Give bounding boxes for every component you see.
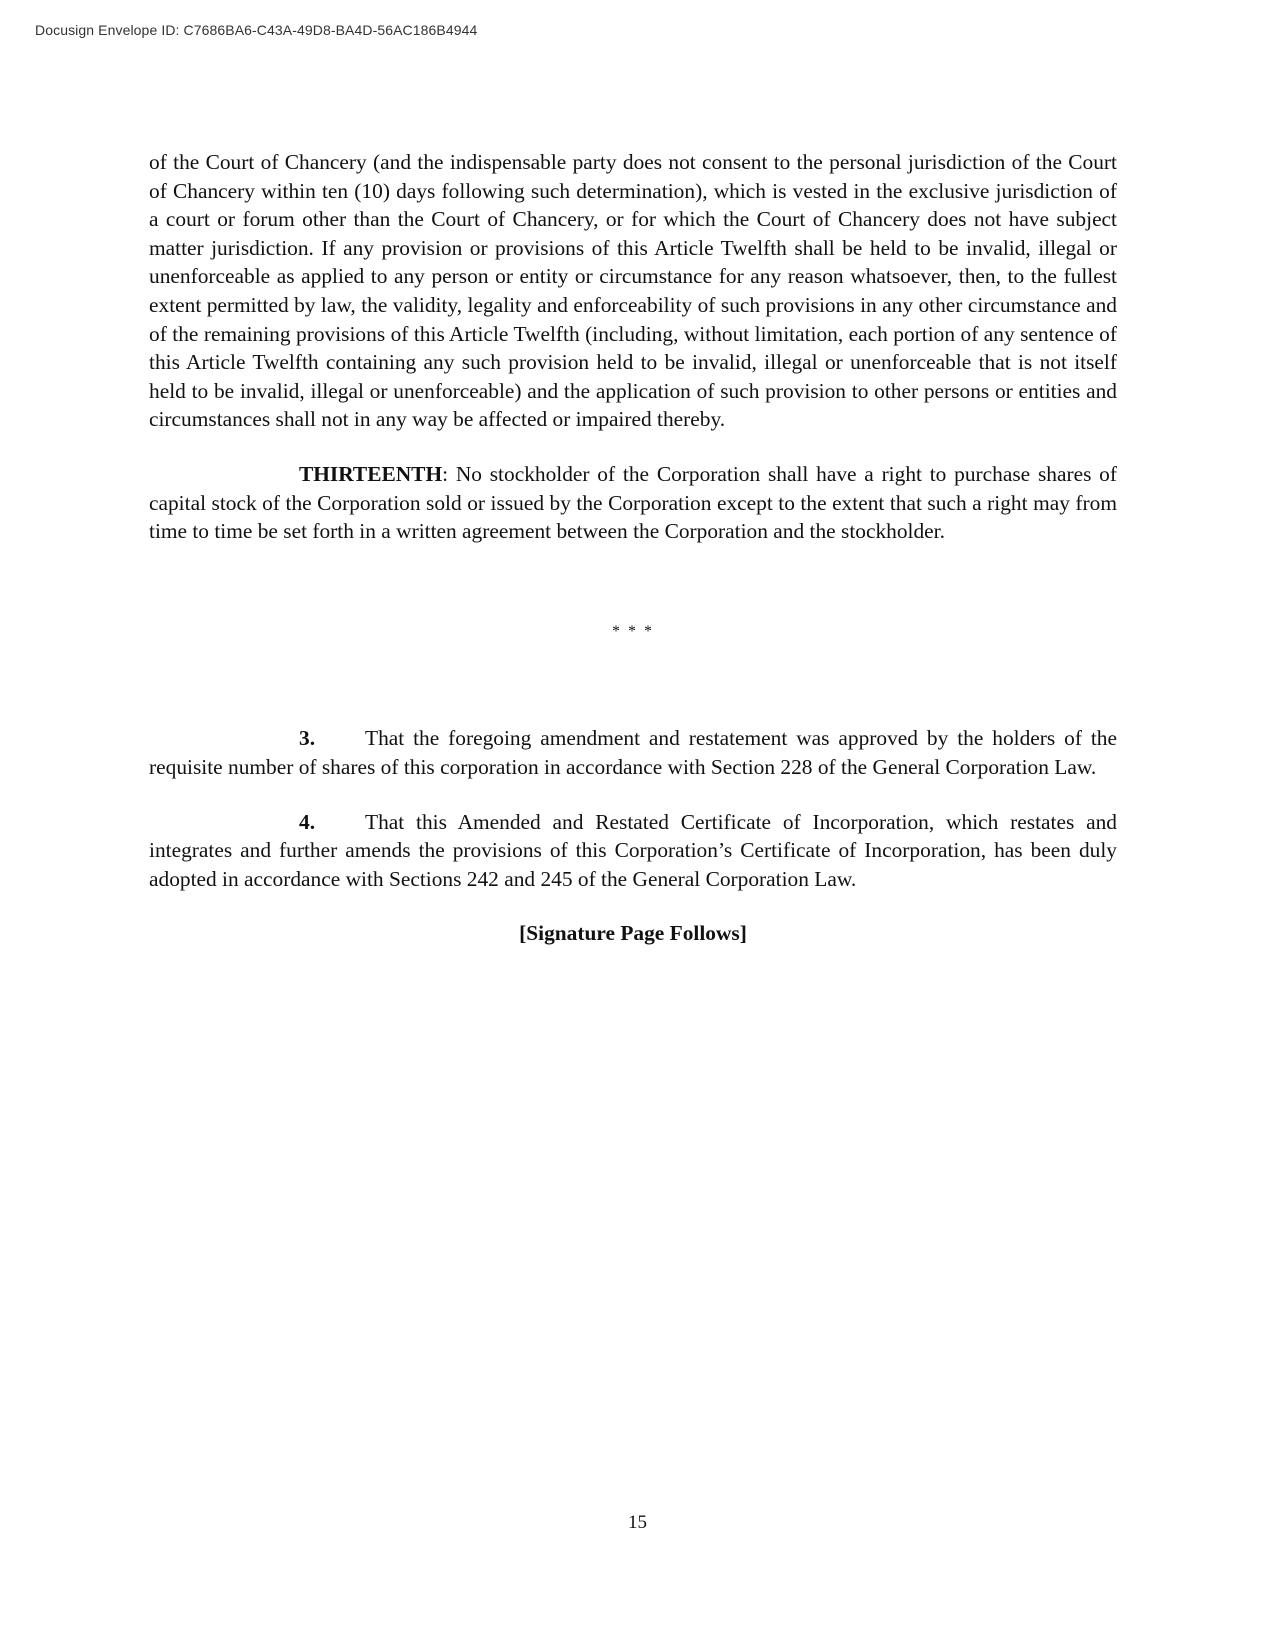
signature-page-follows-note: [Signature Page Follows] [519,921,747,946]
article-thirteenth-heading: THIRTEENTH [299,461,443,486]
item-4-paragraph [149,808,1117,894]
item-3-paragraph [149,724,1117,781]
item-3-number: 3. [299,726,316,751]
item-3-text: That the foregoing amendment and restatement was approved by the holders of the requisite number of shares of this corporation in accordance with Section 228 of the General Corporation Law. [149,726,1117,779]
document-body [149,148,1117,948]
section-separator: * * * [612,622,654,640]
article-thirteenth-text: : No stockholder of the Corporation shall have a right to purchase shares of capital stock of the Corporation sold or issued by the Corporation except to the extent that such a right may from time to time be set forth in a written agreement between the Corporation and the stockholder. [149,461,1117,544]
docusign-envelope-id: Docusign Envelope ID: C7686BA6-C43A-49D8-BA4D-56AC186B4944 [35,22,478,38]
item-4-number: 4. [299,809,316,834]
article-thirteenth-paragraph [149,460,1117,546]
item-4-text: That this Amended and Restated Certificate of Incorporation, which restates and integrates and further amends the provisions of this Corporation’s Certificate of Incorporation, has been duly adopted in accordance with Sections 242 and 245 of the General Corporation Law. [149,809,1117,891]
page-number: 15 [628,1512,647,1533]
article-twelfth-continued-paragraph: of the Court of Chancery (and the indispensable party does not consent to the personal jurisdiction of the Court of Chancery within ten (10) days following such determination), which is vested in the exclusive jurisdiction of a court or forum other than the Court of Chancery, or for which the Court of Chancery does not have subject matter jurisdiction. If any provision or provisions of this Article Twelfth shall be held to be invalid, illegal or unenforceable as applied to any person or entity or circumstance for any reason whatsoever, then, to the fullest extent permitted by law, the validity, legality and enforceability of such provisions in any other circumstance and of the remaining provisions of this Article Twelfth (including, without limitation, each portion of any sentence of this Article Twelfth containing any such provision held to be invalid, illegal or unenforceable that is not itself held to be invalid, illegal or unenforceable) and the application of such provision to other persons or entities and circumstances shall not in any way be affected or impaired thereby. [149,150,1117,432]
